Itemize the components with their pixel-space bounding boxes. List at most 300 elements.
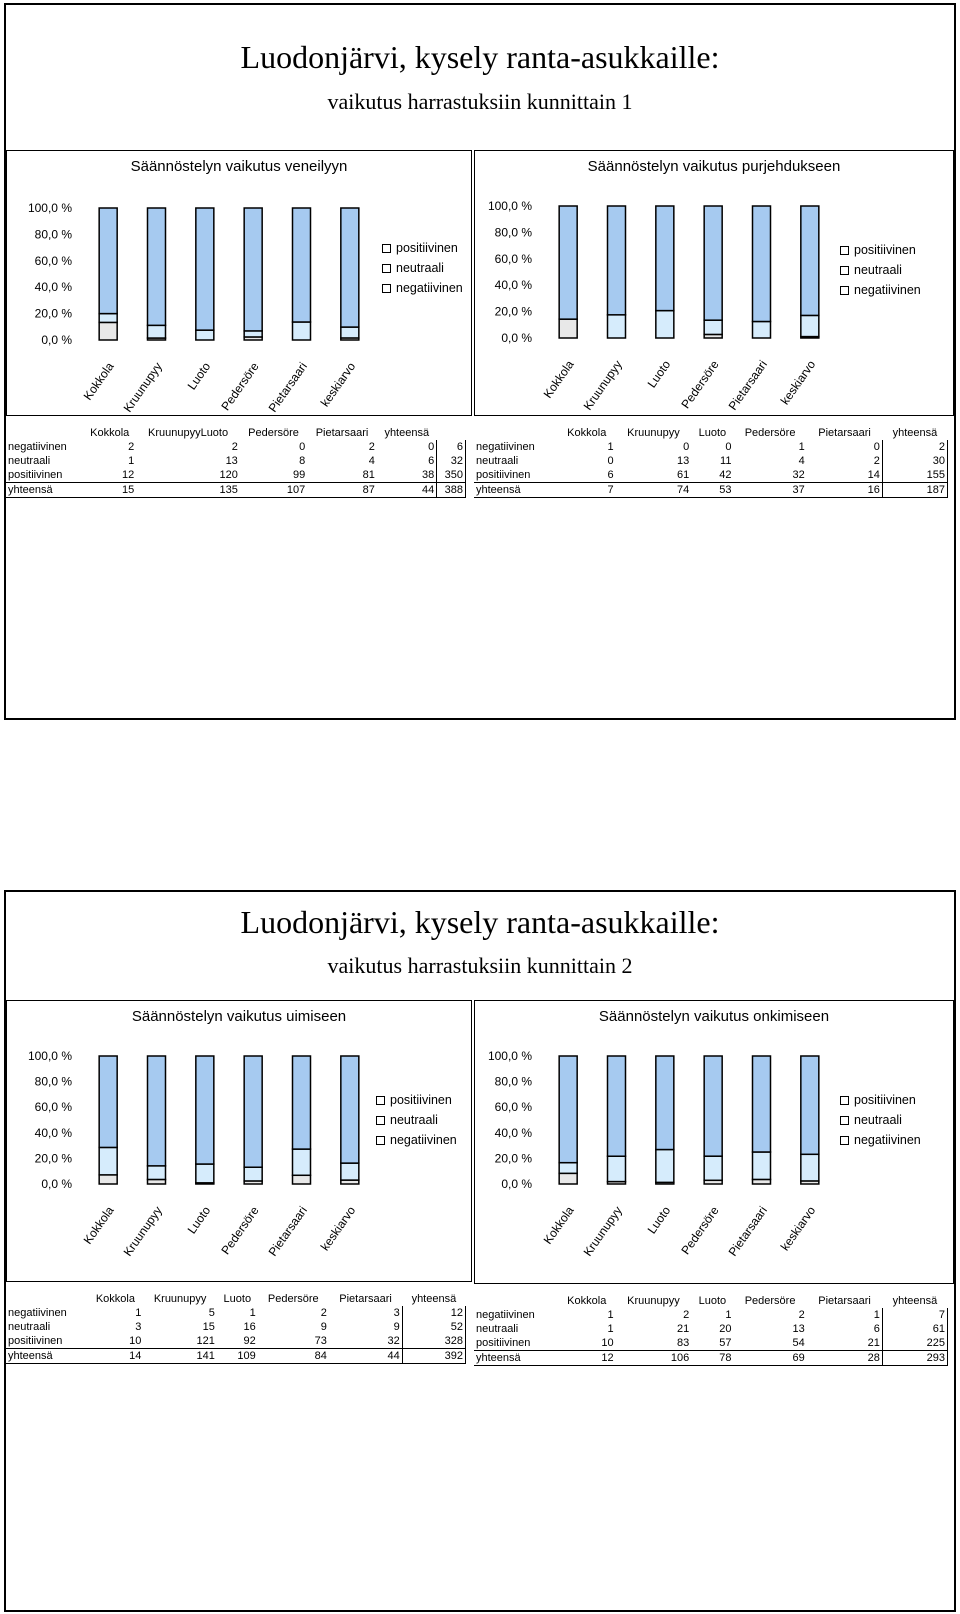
table-column-header: yhteensä <box>384 427 430 439</box>
table-header-row <box>6 426 466 440</box>
table-cell: 1 <box>607 441 614 453</box>
table-row-label: positiivinen <box>8 469 63 481</box>
bar-segment-positiivinen <box>99 1056 117 1147</box>
y-tick-label: 40,0 % <box>34 280 72 295</box>
table-cell: 5 <box>208 1307 215 1319</box>
legend-label: negatiivinen <box>390 1133 457 1147</box>
table-cell: 109 <box>217 1349 258 1364</box>
bar-segment-positiivinen <box>559 206 577 319</box>
y-tick-label: 60,0 % <box>34 253 72 268</box>
legend-entry <box>376 1130 457 1150</box>
table-cell: 92 <box>243 1335 256 1347</box>
x-tick-label: keskiarvo <box>317 1203 359 1254</box>
table-cell: 2 <box>873 455 880 467</box>
table-cell: 37 <box>733 483 806 498</box>
table-column-header: Pietarsaari <box>818 427 871 439</box>
x-tick-label: Pedersöre <box>218 359 262 414</box>
table-column-header: Pietarsaari <box>315 427 369 439</box>
table-row-label: negatiivinen <box>8 1307 67 1319</box>
bar-segment-negatiivinen <box>559 1173 577 1184</box>
bar-segment-neutraali <box>704 320 722 334</box>
y-tick-label: 0,0 % <box>501 331 532 345</box>
bar-segment-positiivinen <box>608 206 626 315</box>
bar-segment-neutraali <box>293 322 311 340</box>
table-column-header: Pietarsaari <box>339 1293 392 1305</box>
bar-segment-neutraali <box>196 330 214 340</box>
table-header-row <box>474 426 948 440</box>
table-row-label: negatiivinen <box>476 1309 535 1321</box>
table-cell: 350 <box>437 468 466 483</box>
table-cell: 84 <box>258 1349 329 1364</box>
table-corner <box>474 426 558 440</box>
table-cell: 135 <box>136 483 240 498</box>
y-tick-label: 80,0 % <box>34 227 72 242</box>
table-cell: 293 <box>882 1351 947 1366</box>
bar-segment-neutraali <box>244 331 262 337</box>
table-row <box>474 468 948 483</box>
legend-swatch <box>376 1136 385 1145</box>
table-cell: 1 <box>607 1309 614 1321</box>
bar-segment-neutraali <box>99 314 117 323</box>
table-row-label: neutraali <box>476 455 519 467</box>
table-cell: 12 <box>402 1306 465 1320</box>
chart-title: Säännöstelyn vaikutus purjehdukseen <box>587 158 841 175</box>
legend-label: neutraali <box>390 1113 438 1127</box>
legend-swatch <box>376 1096 385 1105</box>
legend-swatch <box>840 1136 849 1145</box>
bar-segment-neutraali <box>196 1164 214 1183</box>
table-cell: 0 <box>607 455 614 467</box>
bar-segment-neutraali <box>608 1156 626 1181</box>
table-column-header: Kokkola <box>567 1295 607 1307</box>
bar-segment-neutraali <box>656 311 674 338</box>
bar-segment-positiivinen <box>244 1056 262 1167</box>
legend-label: negatiivinen <box>396 281 463 295</box>
table-cell: 2 <box>683 1309 690 1321</box>
table-cell: 328 <box>402 1334 465 1349</box>
legend-swatch <box>840 286 849 295</box>
y-tick-label: 60,0 % <box>494 251 532 266</box>
table-column-header: Pedersöre <box>267 1293 319 1305</box>
table-cell: 20 <box>719 1323 732 1335</box>
table-row-label: negatiivinen <box>476 441 535 453</box>
legend-swatch <box>382 244 391 253</box>
table-cell: 141 <box>143 1349 216 1364</box>
table-column-header: Luoto <box>698 427 727 439</box>
table-cell: 4 <box>798 455 805 467</box>
bar-segment-positiivinen <box>341 208 359 327</box>
table-column-header: yhteensä <box>892 1295 938 1307</box>
table-cell: 10 <box>129 1335 142 1347</box>
legend-swatch <box>376 1116 385 1125</box>
table-cell: 120 <box>219 469 238 481</box>
table-cell: 52 <box>402 1320 465 1334</box>
table-cell: 187 <box>882 483 947 498</box>
chart-legend <box>376 1090 457 1150</box>
bar-segment-positiivinen <box>704 206 722 320</box>
table-cell: 81 <box>362 469 375 481</box>
table-cell: 1 <box>725 1309 732 1321</box>
table-cell: 9 <box>320 1321 327 1333</box>
legend-swatch <box>382 284 391 293</box>
y-tick-label: 60,0 % <box>34 1100 72 1115</box>
table-column-header: Kokkola <box>90 427 130 439</box>
bar-segment-neutraali <box>704 1156 722 1180</box>
table-cell: 2 <box>320 1307 327 1319</box>
legend-entry <box>840 1130 921 1150</box>
y-tick-label: 100,0 % <box>487 1049 532 1063</box>
x-tick-label: Kokkola <box>80 1203 117 1247</box>
x-tick-label: Kruunupyy <box>120 1203 165 1259</box>
table-cell: 21 <box>677 1323 690 1335</box>
table-cell: 14 <box>867 469 880 481</box>
legend-label: neutraali <box>854 263 902 277</box>
table-row <box>6 468 466 483</box>
chart-panel-purjehdus <box>474 150 954 500</box>
bar-segment-positiivinen <box>704 1056 722 1156</box>
table-cell: 12 <box>122 469 135 481</box>
y-tick-label: 0,0 % <box>41 333 72 347</box>
table-corner <box>474 1294 558 1308</box>
x-tick-label: keskiarvo <box>317 359 359 410</box>
y-tick-label: 20,0 % <box>34 306 72 321</box>
table-column-header: Pedersöre <box>248 427 299 439</box>
table-cell: 28 <box>807 1351 883 1366</box>
table-row <box>6 483 466 498</box>
data-table <box>6 1292 466 1364</box>
table-cell: 2 <box>798 1309 805 1321</box>
table-cell: 6 <box>437 440 466 454</box>
table-row <box>474 1308 948 1322</box>
table-cell: 16 <box>807 483 883 498</box>
bar-segment-neutraali <box>801 1154 819 1181</box>
legend-swatch <box>840 1096 849 1105</box>
bar-segment-negatiivinen <box>293 1175 311 1184</box>
table-cell: 12 <box>558 1351 616 1366</box>
data-table <box>474 426 948 498</box>
legend-label: positiivinen <box>396 241 458 255</box>
table-row <box>6 454 466 468</box>
y-tick-label: 20,0 % <box>494 304 532 319</box>
legend-entry <box>840 1090 921 1110</box>
table-cell: 2 <box>882 440 947 454</box>
x-tick-label: Pietarsaari <box>725 357 770 413</box>
y-tick-label: 20,0 % <box>494 1151 532 1166</box>
table-cell: 392 <box>402 1349 465 1364</box>
table-column-header: KruunupyyLuoto <box>147 427 229 439</box>
legend-entry <box>840 240 921 260</box>
x-tick-label: Kruunupyy <box>120 359 165 415</box>
table-cell: 87 <box>307 483 377 498</box>
legend-swatch <box>840 266 849 275</box>
table-cell: 1 <box>128 455 135 467</box>
y-tick-label: 80,0 % <box>494 225 532 240</box>
legend-entry <box>840 280 921 300</box>
table-cell: 1 <box>135 1307 142 1319</box>
bar-segment-positiivinen <box>196 208 214 330</box>
table-cell: 30 <box>882 454 947 468</box>
bar-segment-positiivinen <box>341 1056 359 1163</box>
table-column-header: Kruunupyy <box>153 1293 207 1305</box>
table-cell: 0 <box>299 441 306 453</box>
slide-subtitle: vaikutus harrastuksiin kunnittain 1 <box>327 89 633 114</box>
legend-entry <box>376 1090 457 1110</box>
legend-entry <box>376 1110 457 1130</box>
x-tick-label: keskiarvo <box>777 357 819 408</box>
y-tick-label: 80,0 % <box>34 1074 72 1089</box>
bar-segment-neutraali <box>753 1152 771 1179</box>
table-column-header: Luoto <box>223 1293 252 1305</box>
table-cell: 106 <box>616 1351 692 1366</box>
bar-segment-neutraali <box>148 325 166 338</box>
table-cell: 15 <box>83 483 136 498</box>
x-tick-label: Luoto <box>184 359 214 393</box>
y-tick-label: 100,0 % <box>487 199 532 213</box>
table-cell: 11 <box>720 455 732 467</box>
bar-segment-neutraali <box>341 1163 359 1180</box>
chart-legend <box>840 1090 921 1150</box>
table-row <box>474 454 948 468</box>
table-row <box>474 1336 948 1351</box>
bar-segment-positiivinen <box>753 1056 771 1152</box>
bar-segment-positiivinen <box>148 1056 166 1166</box>
table-column-header: Kruunupyy <box>627 427 680 439</box>
chart-panel-uiminen <box>6 1000 472 1370</box>
table-cell: 1 <box>873 1309 880 1321</box>
table-row-label: yhteensä <box>474 483 558 498</box>
table-cell: 0 <box>683 441 690 453</box>
bar-segment-positiivinen <box>608 1056 626 1156</box>
table-row-label: neutraali <box>8 455 51 467</box>
table-header-row <box>6 1292 466 1306</box>
table-row-label: neutraali <box>476 1323 519 1335</box>
slide-subtitle: vaikutus harrastuksiin kunnittain 2 <box>327 953 633 978</box>
table-column-header: Kokkola <box>567 427 607 439</box>
table-cell: 2 <box>368 441 375 453</box>
legend-entry <box>382 238 463 258</box>
bar-segment-neutraali <box>753 322 771 339</box>
legend-entry <box>840 260 921 280</box>
table-row-label: positiivinen <box>8 1335 63 1347</box>
table-cell: 8 <box>299 455 306 467</box>
legend-entry <box>840 1110 921 1130</box>
bar-segment-positiivinen <box>559 1056 577 1163</box>
x-tick-label: Kruunupyy <box>580 357 625 413</box>
table-row-label: negatiivinen <box>8 441 67 453</box>
table-row-label: neutraali <box>8 1321 51 1333</box>
x-tick-label: Pietarsaari <box>265 1203 310 1259</box>
table-row <box>474 1322 948 1336</box>
y-tick-label: 40,0 % <box>34 1125 72 1140</box>
chart-title: Säännöstelyn vaikutus uimiseen <box>131 1008 347 1025</box>
table-row <box>6 1306 466 1320</box>
x-tick-label: Pedersöre <box>218 1203 262 1258</box>
table-cell: 2 <box>128 441 135 453</box>
x-tick-label: keskiarvo <box>777 1203 819 1254</box>
bar-segment-positiivinen <box>293 208 311 322</box>
bar-segment-positiivinen <box>293 1056 311 1149</box>
table-cell: 53 <box>691 483 733 498</box>
x-tick-label: Luoto <box>184 1203 214 1237</box>
table-cell: 2 <box>231 441 238 453</box>
table-cell: 6 <box>607 469 614 481</box>
bar-segment-neutraali <box>244 1167 262 1181</box>
chart-legend <box>840 240 921 300</box>
legend-entry <box>382 258 463 278</box>
table-cell: 121 <box>196 1335 215 1347</box>
table-cell: 1 <box>607 1323 614 1335</box>
data-table <box>474 1294 948 1366</box>
table-cell: 13 <box>792 1323 805 1335</box>
table-corner <box>6 1292 87 1306</box>
y-tick-label: 80,0 % <box>494 1074 532 1089</box>
x-tick-label: Pedersöre <box>678 357 722 412</box>
table-cell: 7 <box>882 1308 947 1322</box>
table-cell: 10 <box>601 1337 614 1349</box>
table-cell: 6 <box>428 455 435 467</box>
x-tick-label: Kokkola <box>80 359 117 403</box>
bar-segment-negatiivinen <box>559 319 577 338</box>
table-cell: 78 <box>691 1351 733 1366</box>
table-cell: 54 <box>792 1337 805 1349</box>
table-column-header: Kruunupyy <box>627 1295 680 1307</box>
data-table <box>6 426 466 498</box>
table-cell: 74 <box>616 483 692 498</box>
bar-segment-neutraali <box>99 1147 117 1174</box>
chart-legend <box>382 238 463 298</box>
bar-segment-neutraali <box>341 327 359 338</box>
table-column-header: yhteensä <box>411 1293 457 1305</box>
table-column-header: Pietarsaari <box>818 1295 871 1307</box>
bar-segment-neutraali <box>293 1149 311 1175</box>
legend-entry <box>382 278 463 298</box>
x-tick-label: Kokkola <box>540 357 577 401</box>
table-row-label: yhteensä <box>6 1349 87 1364</box>
chart-title: Säännöstelyn vaikutus veneilyyn <box>130 158 348 175</box>
table-cell: 16 <box>243 1321 256 1333</box>
table-cell: 73 <box>314 1335 327 1347</box>
table-row <box>6 440 466 454</box>
table-cell: 38 <box>421 469 435 481</box>
table-cell: 1 <box>798 441 805 453</box>
table-cell: 388 <box>437 483 466 498</box>
table-cell: 107 <box>240 483 307 498</box>
bar-segment-neutraali <box>801 315 819 336</box>
table-row-label: yhteensä <box>474 1351 558 1366</box>
table-cell: 44 <box>377 483 437 498</box>
slide-title: Luodonjärvi, kysely ranta-asukkaille: <box>240 39 720 75</box>
bar-segment-neutraali <box>656 1150 674 1183</box>
table-cell: 14 <box>87 1349 143 1364</box>
bar-segment-positiivinen <box>148 208 166 325</box>
table-cell: 44 <box>329 1349 402 1364</box>
table-row <box>474 440 948 454</box>
bar-segment-neutraali <box>608 315 626 338</box>
chart-panel-veneily <box>6 150 472 500</box>
table-cell: 1 <box>249 1307 256 1319</box>
table-cell: 83 <box>677 1337 690 1349</box>
x-tick-label: Luoto <box>644 1203 674 1237</box>
bar-segment-positiivinen <box>753 206 771 322</box>
y-tick-label: 100,0 % <box>27 1049 72 1063</box>
x-tick-label: Kruunupyy <box>580 1203 625 1259</box>
bar-segment-neutraali <box>559 1163 577 1174</box>
table-column-header: Luoto <box>698 1295 727 1307</box>
table-row <box>474 483 948 498</box>
table-cell: 32 <box>387 1335 400 1347</box>
bar-segment-positiivinen <box>196 1056 214 1164</box>
table-row <box>6 1334 466 1349</box>
bar-segment-positiivinen <box>99 208 117 314</box>
table-column-header: yhteensä <box>892 427 938 439</box>
legend-label: positiivinen <box>854 1093 916 1107</box>
legend-label: positiivinen <box>854 243 916 257</box>
table-cell: 57 <box>719 1337 732 1349</box>
table-cell: 9 <box>393 1321 400 1333</box>
table-cell: 155 <box>882 468 947 483</box>
bar-segment-positiivinen <box>656 206 674 311</box>
bar-segment-negatiivinen <box>99 1175 117 1184</box>
table-cell: 6 <box>873 1323 880 1335</box>
legend-label: neutraali <box>396 261 444 275</box>
table-row-label: positiivinen <box>476 469 531 481</box>
table-row <box>6 1349 466 1364</box>
x-tick-label: Pedersöre <box>678 1203 722 1258</box>
table-row-label: positiivinen <box>476 1337 531 1349</box>
y-tick-label: 100,0 % <box>27 201 72 215</box>
x-tick-label: Kokkola <box>540 1203 577 1247</box>
legend-swatch <box>840 1116 849 1125</box>
legend-label: neutraali <box>854 1113 902 1127</box>
x-tick-label: Pietarsaari <box>725 1203 770 1259</box>
chart-panel-onkiminen <box>474 1000 954 1370</box>
bar-segment-neutraali <box>148 1166 166 1180</box>
table-column-header: Kokkola <box>95 1293 135 1305</box>
table-cell: 0 <box>428 441 435 453</box>
y-tick-label: 0,0 % <box>501 1177 532 1191</box>
table-cell: 32 <box>792 469 805 481</box>
table-cell: 13 <box>677 455 690 467</box>
y-tick-label: 20,0 % <box>34 1151 72 1166</box>
table-cell: 0 <box>873 441 880 453</box>
table-cell: 21 <box>867 1337 880 1349</box>
table-row <box>6 1320 466 1334</box>
y-tick-label: 40,0 % <box>494 278 532 293</box>
bar-segment-negatiivinen <box>99 322 117 340</box>
table-cell: 225 <box>882 1336 947 1351</box>
slide-title: Luodonjärvi, kysely ranta-asukkaille: <box>240 904 720 940</box>
table-cell: 0 <box>725 441 732 453</box>
table-header-row <box>474 1294 948 1308</box>
x-tick-label: Luoto <box>644 357 674 391</box>
table-cell: 3 <box>135 1321 142 1333</box>
table-row-label: yhteensä <box>6 483 83 498</box>
legend-swatch <box>382 264 391 273</box>
table-cell: 3 <box>393 1307 400 1319</box>
table-cell: 61 <box>677 469 690 481</box>
legend-label: positiivinen <box>390 1093 452 1107</box>
table-cell: 13 <box>225 455 238 467</box>
legend-swatch <box>840 246 849 255</box>
y-tick-label: 60,0 % <box>494 1100 532 1115</box>
bar-segment-positiivinen <box>801 206 819 315</box>
table-column-header: Pedersöre <box>744 1295 796 1307</box>
table-cell: 42 <box>719 469 732 481</box>
table-cell: 99 <box>292 469 306 481</box>
legend-label: negatiivinen <box>854 1133 921 1147</box>
bar-segment-positiivinen <box>801 1056 819 1154</box>
table-cell: 4 <box>368 455 375 467</box>
